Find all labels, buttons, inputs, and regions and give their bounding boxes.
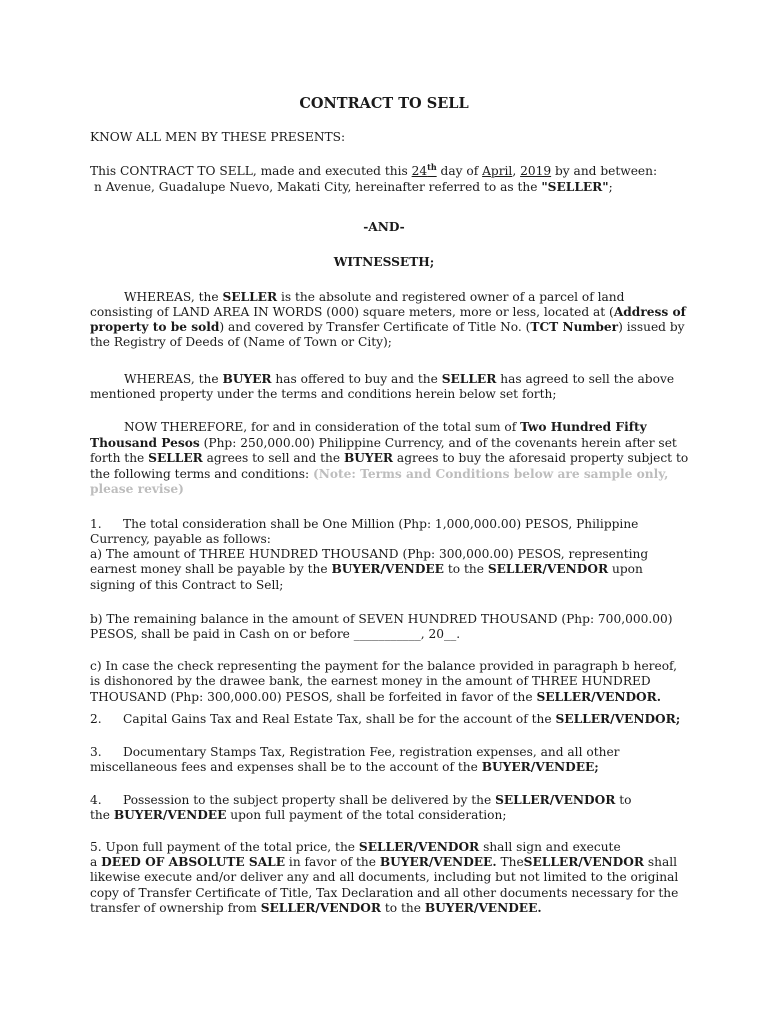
document-page: CONTRACT TO SELL KNOW ALL MEN BY THESE PRESENTS: This CONTRACT TO SELL, made and executed this 24th day of April, 2019 by and between: n Avenue, Guadalupe Nuevo, Makati City, hereinafter referred to as the "SELLER"; -AND- WITNESSETH; WHEREAS, the SELLER is the absolute and registered owner of a parcel of land consisting of LAND AREA IN WORDS (000) square meters, more or less, located at (Address of property to be sold) and covered by Transfer Certificate of Title No. (TCT Number) issued by the Registry of Deeds of (Name of Town or City); WHEREAS, the BUYER has offered to buy and the SELLER has agreed to sell the above mentioned property under the terms and conditions herein below set forth; NOW THEREFORE, for and in consideration of the total sum of Two Hundred Fifty Thousand Pesos (Php: 250,000.00) Philippine Currency, and of the covenants herein after set forth the SELLER agrees to sell and the BUYER agrees to buy the aforesaid property subject to the following terms and conditions: (Note: Terms and Conditions below are sample only, please revise) 1. The total consideration shall be One Million (Php: 1,000,000.00) PESOS, Philippine Currency, payable as follows: a) The amount of THREE HUNDRED THOUSAND (Php: 300,000.00) PESOS, representing earnest money shall be payable by the BUYER/VENDEE to the SELLER/VENDOR upon signing of this Contract to Sell; b) The remaining balance in the amount of SEVEN HUNDRED THOUSAND (Php: 700,000.00) PESOS, shall be paid in Cash on or before ___________, 20__. c) In case the check representing the payment for the balance provided in paragraph b hereof, is dishonored by the drawee bank, the earnest money in the amount of THREE HUNDRED THOUSAND (Php: 300,000.00) PESOS, shall be forfeited in favor of the SELLER/VENDOR. 2. Capital Gains Tax and Real Estate Tax, shall be for the account of the SELLER/VENDOR; 3. Documentary Stamps Tax, Registration Fee, registration expenses, and all other miscellaneous fees and expenses shall be to the account of the BUYER/VENDEE; 4. Possession to the subject property shall be delivered by the SELLER/VENDOR to the BUYER/VENDEE upon full payment of the total consideration; 5. Upon full payment of the total price, the SELLER/VENDOR shall sign and execute a DEED OF ABSOLUTE SALE in favor of the BUYER/VENDEE. TheSELLER/VENDOR shall likewise execute and/or deliver any and all documents, including but not limited to the original copy of Transfer Certificate of Title, Tax Declaration and all other documents necessary for the transfer of ownership from SELLER/VENDOR to the BUYER/VENDEE. (0, 0, 768, 1024)
and-heading: -AND- (363, 220, 405, 234)
contract-year: 2019 (520, 164, 552, 178)
document-title: CONTRACT TO SELL (299, 95, 469, 112)
sample-note: (Note: Terms and Conditions below are sample only, (313, 467, 669, 481)
term-item-2: 2. Capital Gains Tax and Real Estate Tax, shall be for the account of the SELLER/VENDOR; (90, 712, 681, 726)
contract-month: April (482, 164, 513, 178)
witnesseth-heading: WITNESSETH; (333, 255, 435, 269)
opening-line: This CONTRACT TO SELL, made and executed this 24th day of April, 2019 by and between: (90, 162, 658, 178)
seller-line: n Avenue, Guadalupe Nuevo, Makati City, hereinafter referred to as the "SELLER"; (94, 180, 613, 194)
intro-line: KNOW ALL MEN BY THESE PRESENTS: (90, 130, 346, 144)
contract-day: 24th (411, 162, 437, 178)
